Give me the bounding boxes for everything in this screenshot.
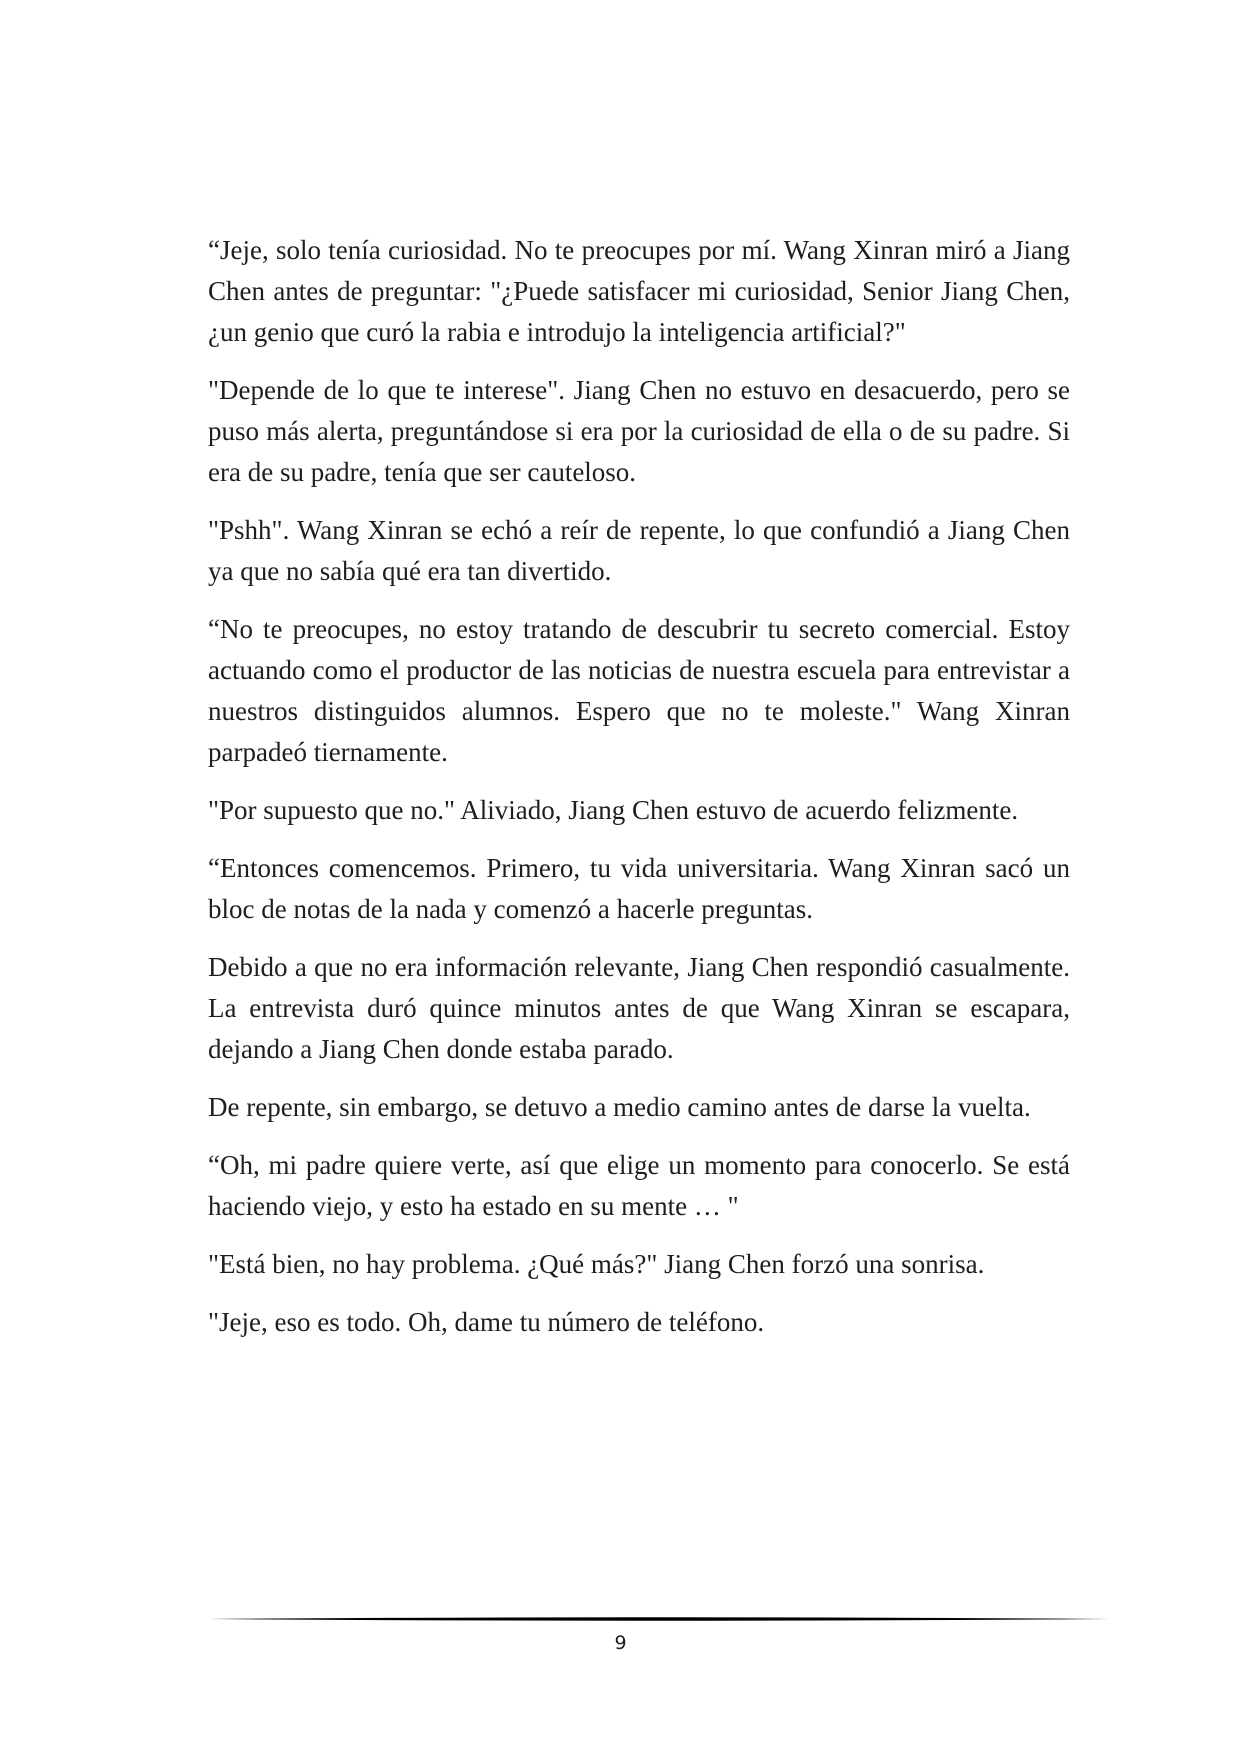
paragraph: “Jeje, solo tenía curiosidad. No te preocupes por mí. Wang Xinran miró a Jiang Chen antes de preguntar: "¿Puede satisfacer mi curiosidad, Senior Jiang Chen, ¿un genio que curó la rabia e introdujo la inteligencia artificial?" <box>208 235 1070 347</box>
footer-divider <box>208 1614 1110 1624</box>
paragraph: “Entonces comencemos. Primero, tu vida universitaria. Wang Xinran sacó un bloc de notas de la nada y comenzó a hacerle preguntas. <box>208 853 1070 924</box>
paragraph: "Pshh". Wang Xinran se echó a reír de repente, lo que confundió a Jiang Chen ya que no sabía qué era tan divertido. <box>208 515 1070 586</box>
page-number: 9 <box>614 1632 627 1654</box>
paragraph: "Jeje, eso es todo. Oh, dame tu número de teléfono. <box>208 1307 765 1337</box>
paragraph: De repente, sin embargo, se detuvo a medio camino antes de darse la vuelta. <box>208 1092 1031 1122</box>
paragraph: Debido a que no era información relevante, Jiang Chen respondió casualmente. La entrevista duró quince minutos antes de que Wang Xinran se escapara, dejando a Jiang Chen donde estaba parado. <box>208 952 1070 1064</box>
paragraph: "Por supuesto que no." Aliviado, Jiang Chen estuvo de acuerdo felizmente. <box>208 795 1019 825</box>
paragraph: “Oh, mi padre quiere verte, así que elige un momento para conocerlo. Se está haciendo viejo, y esto ha estado en su mente … " <box>208 1150 1070 1221</box>
paragraph: "Está bien, no hay problema. ¿Qué más?" Jiang Chen forzó una sonrisa. <box>208 1249 985 1279</box>
body-text <box>208 230 1070 1360</box>
paragraph: "Depende de lo que te interese". Jiang Chen no estuvo en desacuerdo, pero se puso más alerta, preguntándose si era por la curiosidad de ella o de su padre. Si era de su padre, tenía que ser cauteloso. <box>208 375 1070 487</box>
paragraph: “No te preocupes, no estoy tratando de descubrir tu secreto comercial. Estoy actuando como el productor de las noticias de nuestra escuela para entrevistar a nuestros distinguidos alumnos. Espero que no te moleste." Wang Xinran parpadeó tiernamente. <box>208 614 1070 767</box>
